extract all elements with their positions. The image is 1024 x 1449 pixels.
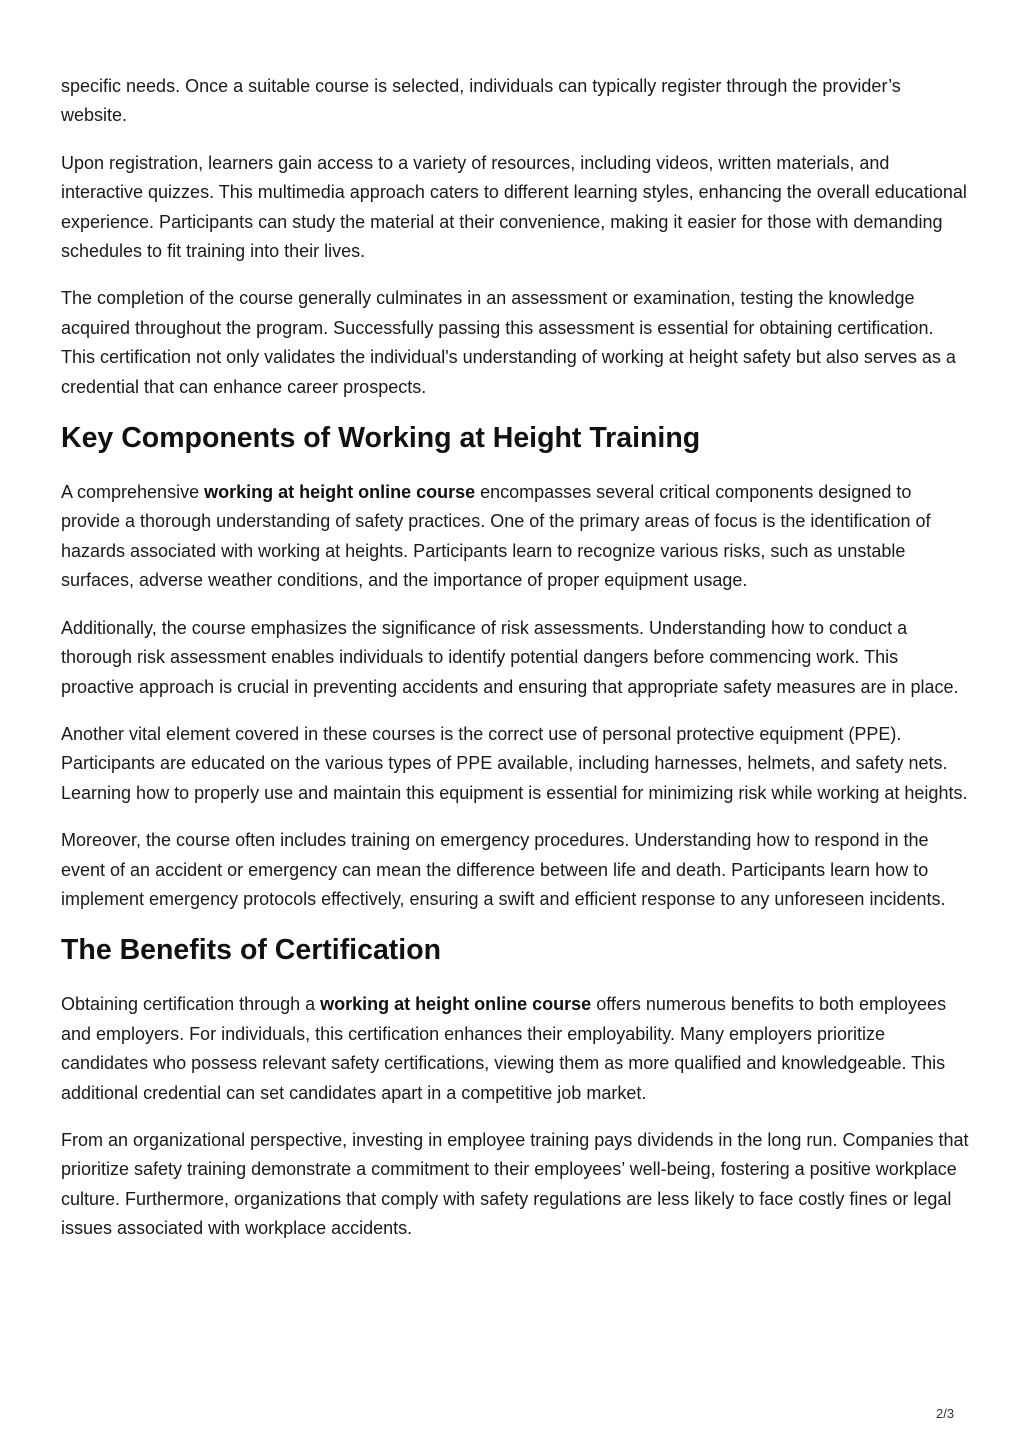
intro-paragraph-2: Upon registration, learners gain access to a variety of resources, including videos, written materials, and interactive quizzes. This multimedia approach caters to different learning styles, enhancing the overall educational experience. Participants can study the material at their convenience, making it easier for those with demanding schedules to fit training into their lives. bbox=[61, 152, 967, 262]
page-number: 2/3 bbox=[936, 1406, 955, 1421]
bold-keyword: working at height online course bbox=[320, 994, 592, 1015]
key-components-paragraph-2: Additionally, the course emphasizes the significance of risk assessments. Understanding how to conduct a thorough risk assessment enables individuals to identify potential dangers before commencing work. This proactive approach is crucial in preventing accidents and ensuring that appropriate safety measures are in place. bbox=[61, 617, 959, 697]
intro-paragraph-1: specific needs. Once a suitable course is selected, individuals can typically register through the provider’s website. bbox=[61, 76, 901, 126]
benefits-paragraph-1 bbox=[61, 990, 971, 1108]
paragraph-text: offers numerous benefits to both employees and employers. For individuals, this certification enhances their employability. Many employers prioritize candidates who possess relevant safety certifications, viewing them as more qualified and knowledgeable. This additional credential can set candidates apart in a competitive job market. bbox=[61, 994, 947, 1103]
paragraph-text: encompasses several critical components designed to provide a thorough understanding of safety practices. One of the primary areas of focus is the identification of hazards associated with working at heights. Participants learn to recognize various risks, such as unstable surfaces, adverse weather conditions, and the importance of proper equipment usage. bbox=[61, 482, 931, 591]
document-page bbox=[61, 72, 971, 1262]
key-components-paragraph-3: Another vital element covered in these courses is the correct use of personal protective equipment (PPE). Participants are educated on the various types of PPE available, including harnesses, helmets, and safety nets. Learning how to properly use and maintain this equipment is essential for minimizing risk while working at heights. bbox=[61, 723, 968, 803]
key-components-paragraph-1 bbox=[61, 478, 971, 596]
key-components-heading: Key Components of Working at Height Training bbox=[61, 422, 701, 455]
benefits-paragraph-2: From an organizational perspective, investing in employee training pays dividends in the long run. Companies that prioritize safety training demonstrate a commitment to their employees’ well-being, fostering a positive workplace culture. Furthermore, organizations that comply with safety regulations are less likely to face costly fines or legal issues associated with workplace accidents. bbox=[61, 1129, 969, 1239]
key-components-paragraph-4: Moreover, the course often includes training on emergency procedures. Understanding how to respond in the event of an accident or emergency can mean the difference between life and death. Participants learn how to implement emergency protocols effectively, ensuring a swift and efficient response to any unforeseen incidents. bbox=[61, 830, 946, 909]
intro-paragraph-3: The completion of the course generally culminates in an assessment or examination, testing the knowledge acquired throughout the program. Successfully passing this assessment is essential for obtaining certification. This certification not only validates the individual's understanding of working at height safety but also serves as a credential that can enhance career prospects. bbox=[61, 288, 956, 397]
benefits-heading: The Benefits of Certification bbox=[61, 934, 442, 967]
paragraph-text: A comprehensive bbox=[61, 482, 205, 503]
paragraph-text: Obtaining certification through a bbox=[61, 994, 321, 1015]
bold-keyword: working at height online course bbox=[204, 482, 476, 503]
